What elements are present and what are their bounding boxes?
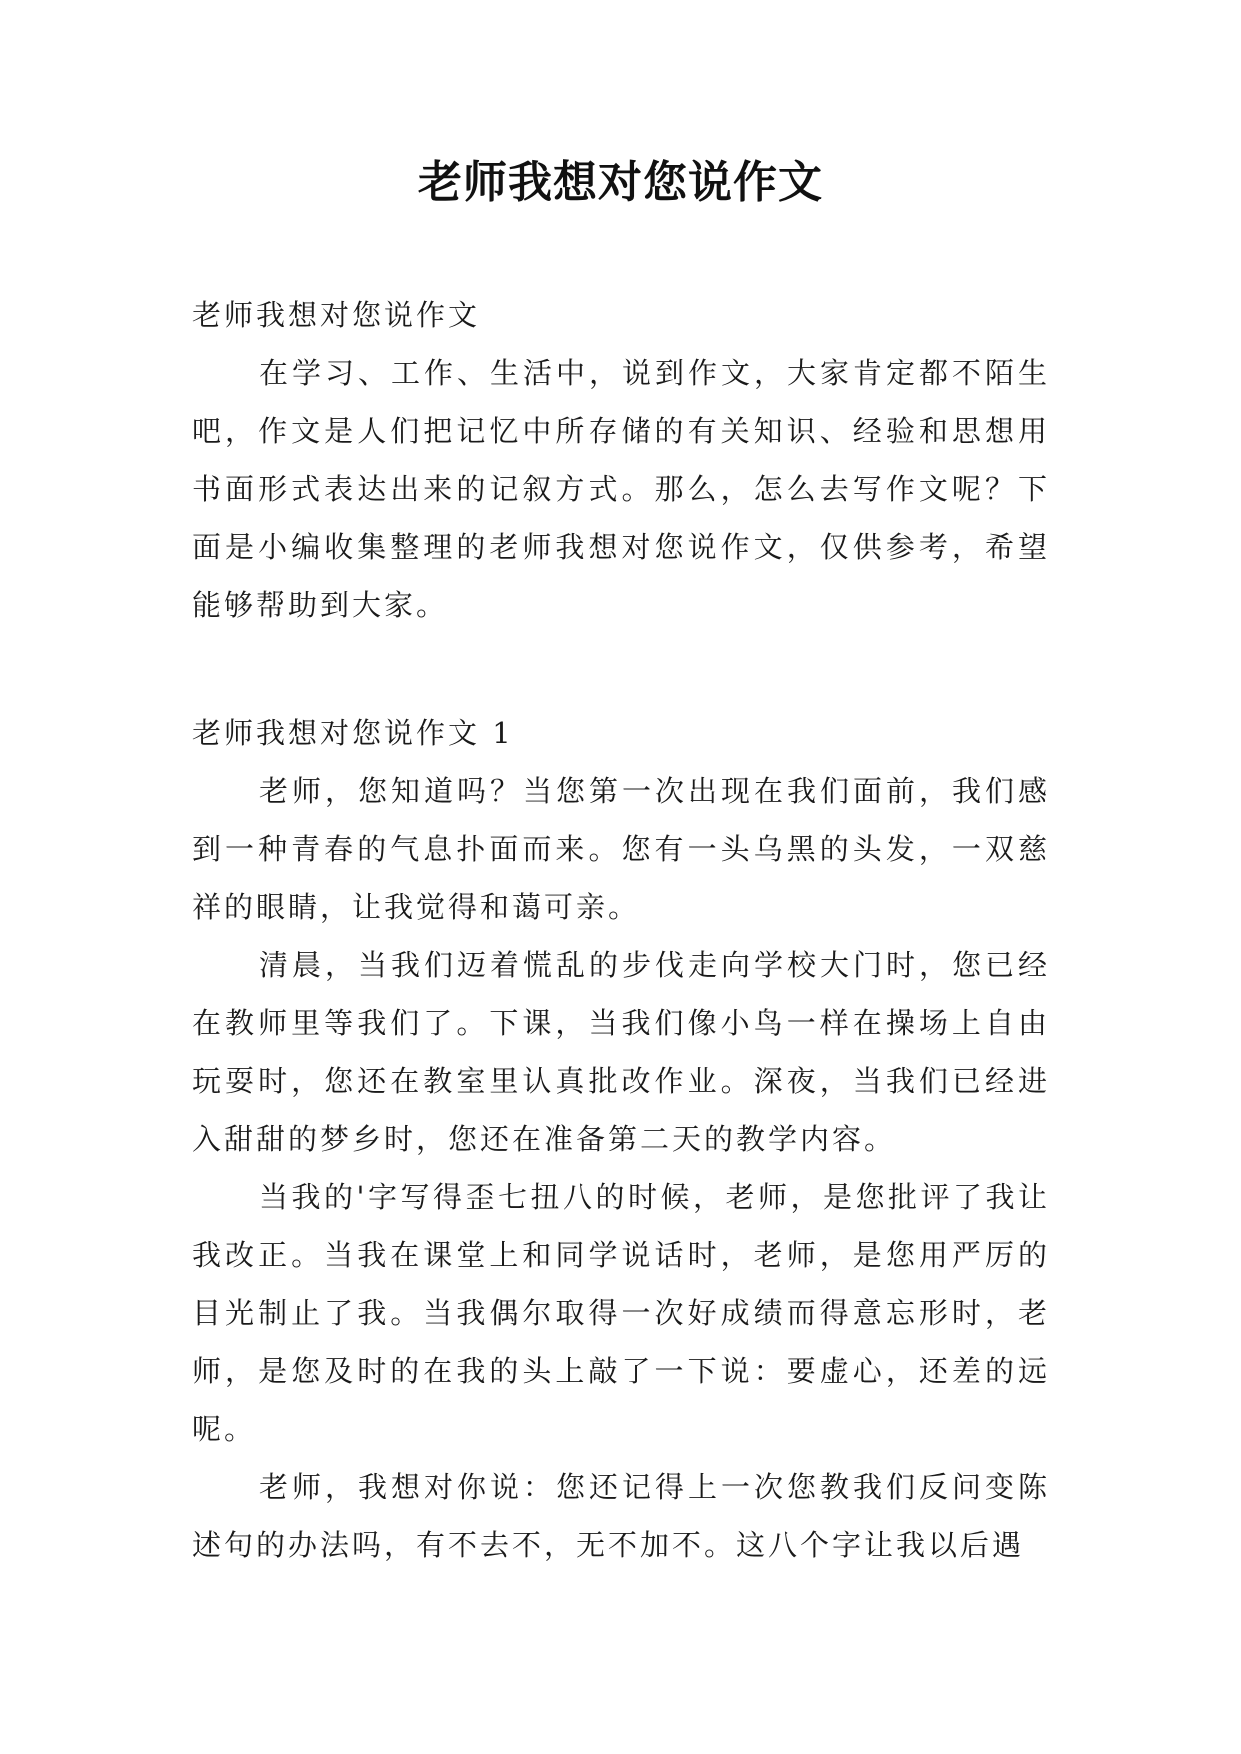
document-body — [192, 286, 1050, 1574]
section-paragraph: 当我的'字写得歪七扭八的时候，老师，是您批评了我让我改正。当我在课堂上和同学说话时，老师，是您用严厉的目光制止了我。当我偶尔取得一次好成绩而得意忘形时，老师，是您及时的在我的头上敲了一下说：要虚心，还差的远呢。 — [192, 1180, 1050, 1446]
section-paragraph: 老师，您知道吗？当您第一次出现在我们面前，我们感到一种青春的气息扑面而来。您有一头乌黑的头发，一双慈祥的眼睛，让我觉得和蔼可亲。 — [192, 774, 1050, 924]
intro-paragraph: 在学习、工作、生活中，说到作文，大家肯定都不陌生吧，作文是人们把记忆中所存储的有关知识、经验和思想用书面形式表达出来的记叙方式。那么，怎么去写作文呢？下面是小编收集整理的老师我想对您说作文，仅供参考，希望能够帮助到大家。 — [192, 356, 1050, 622]
section-heading: 老师我想对您说作文 1 — [192, 716, 514, 750]
section-paragraph: 老师，我想对你说：您还记得上一次您教我们反问变陈述句的办法吗，有不去不，无不加不。这八个字让我以后遇 — [192, 1470, 1050, 1562]
section-paragraph: 清晨，当我们迈着慌乱的步伐走向学校大门时，您已经在教师里等我们了。下课，当我们像小鸟一样在操场上自由玩耍时，您还在教室里认真批改作业。深夜，当我们已经进入甜甜的梦乡时，您还在准备第二天的教学内容。 — [192, 948, 1050, 1156]
section-spacer — [192, 634, 1050, 704]
page-title: 老师我想对您说作文 — [418, 157, 823, 208]
intro-heading: 老师我想对您说作文 — [192, 298, 481, 332]
